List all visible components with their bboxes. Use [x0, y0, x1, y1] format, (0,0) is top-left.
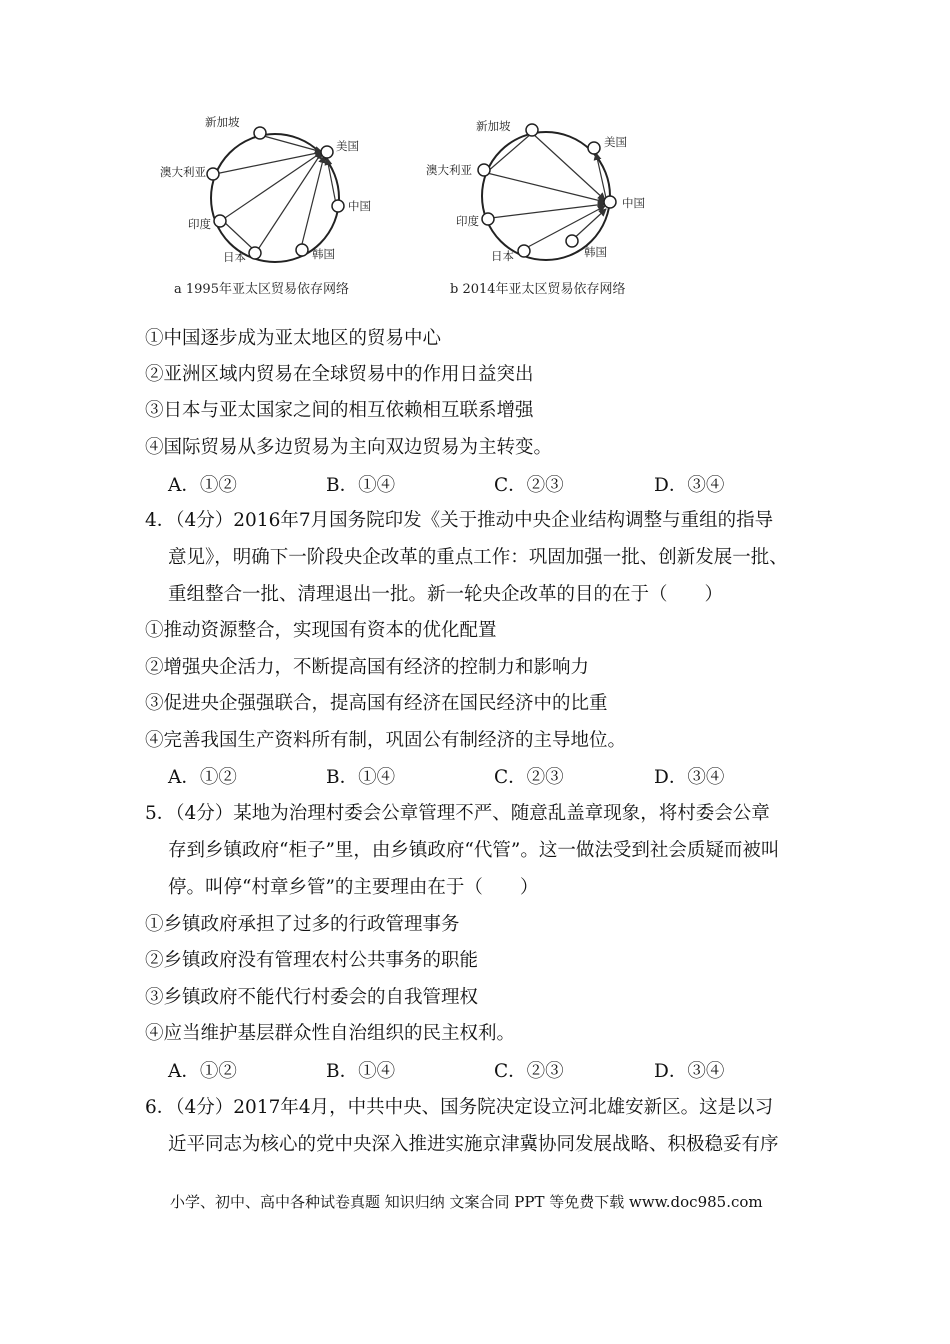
network-a-node	[296, 244, 308, 256]
network-b-node	[526, 124, 538, 136]
q3-option-a[interactable]: A．①②	[168, 475, 237, 496]
q6-stem: 近平同志为核心的党中央深入推进实施京津冀协同发展战略、积极稳妥有序	[168, 1134, 779, 1155]
network-b-caption: b 2014年亚太区贸易依存网络	[450, 282, 626, 297]
q4-stem: 4．（4分）2016年7月国务院印发《关于推动中央企业结构调整与重组的指导	[145, 510, 774, 531]
q5-statement: ①乡镇政府承担了过多的行政管理事务	[145, 914, 460, 935]
network-b-label: 韩国	[584, 245, 607, 259]
network-a-caption: a 1995年亚太区贸易依存网络	[174, 282, 349, 297]
network-a-label: 澳大利亚	[160, 165, 206, 179]
network-b-label: 新加坡	[476, 119, 511, 133]
q5-option-d[interactable]: D．③④	[654, 1061, 725, 1082]
network-b-label: 澳大利亚	[426, 163, 472, 177]
q3-option-c[interactable]: C．②③	[494, 475, 564, 496]
network-a-node	[207, 168, 219, 180]
q5-option-a[interactable]: A．①②	[168, 1061, 237, 1082]
network-b-node	[518, 245, 530, 257]
q5-statement: ③乡镇政府不能代行村委会的自我管理权	[145, 987, 479, 1008]
network-a-label: 韩国	[312, 247, 335, 261]
q3-statement: ③日本与亚太国家之间的相互依赖相互联系增强	[145, 400, 534, 421]
q5-option-b[interactable]: B．①④	[326, 1061, 396, 1082]
q3-option-d[interactable]: D．③④	[654, 475, 725, 496]
network-b-label: 美国	[604, 135, 627, 149]
q4-stem: 意见》，明确下一阶段央企改革的重点工作：巩固加强一批、创新发展一批、	[168, 547, 788, 568]
q3-statement: ④国际贸易从多边贸易为主向双边贸易为主转变。	[145, 437, 553, 458]
network-b-edge	[487, 173, 605, 202]
q4-option-c[interactable]: C．②③	[494, 767, 564, 788]
network-a-diagram	[160, 115, 371, 297]
q4-statement: ②增强央企活力，不断提高国有经济的控制力和影响力	[145, 657, 590, 678]
network-a-label: 印度	[188, 217, 211, 231]
q3-options	[168, 474, 768, 498]
network-a-edge	[222, 220, 254, 250]
network-a-edge	[260, 135, 322, 152]
q4-statement: ①推动资源整合，实现国有资本的优化配置	[145, 620, 497, 641]
q5-options	[168, 1060, 768, 1084]
q4-options	[168, 766, 768, 790]
network-a-node	[332, 200, 344, 212]
network-a-label: 日本	[223, 250, 246, 264]
network-b-node	[482, 213, 494, 225]
network-a-label: 美国	[336, 139, 359, 153]
q5-stem: 5．（4分）某地为治理村委会公章管理不严、随意乱盖章现象，将村委会公章	[145, 803, 770, 824]
q4-option-d[interactable]: D．③④	[654, 767, 725, 788]
q5-statement: ②乡镇政府没有管理农村公共事务的职能	[145, 950, 479, 971]
network-b-label: 日本	[491, 249, 514, 263]
q3-statement: ①中国逐步成为亚太地区的贸易中心	[145, 328, 442, 349]
q3-statement: ②亚洲区域内贸易在全球贸易中的作用日益突出	[145, 364, 534, 385]
network-b-edge	[487, 133, 532, 172]
q5-stem: 存到乡镇政府“柜子”里，由乡镇政府“代管”。这一做法受到社会质疑而被叫	[168, 840, 780, 861]
network-a-node	[254, 127, 266, 139]
network-b-edge	[491, 204, 605, 218]
q5-statement: ④应当维护基层群众性自治组织的民主权利。	[145, 1023, 516, 1044]
trade-network-figure	[150, 108, 710, 308]
q6-stem: 6．（4分）2017年4月，中共中央、国务院决定设立河北雄安新区。这是以习	[145, 1097, 774, 1118]
network-a-edge	[301, 156, 324, 248]
network-b-edge	[596, 153, 606, 198]
trade-network-svg	[150, 108, 710, 308]
network-b-node	[566, 235, 578, 247]
network-a-node	[214, 215, 226, 227]
q4-option-a[interactable]: A．①②	[168, 767, 237, 788]
network-b-node	[604, 196, 616, 208]
network-a-node	[249, 247, 261, 259]
q3-option-b[interactable]: B．①④	[326, 475, 396, 496]
q4-statement: ③促进央企强强联合，提高国有经济在国民经济中的比重	[145, 693, 608, 714]
network-a-node	[321, 146, 333, 158]
q5-option-c[interactable]: C．②③	[494, 1061, 564, 1082]
page-footer: 小学、初中、高中各种试卷真题 知识归纳 文案合同 PPT 等免费下载 www.doc985.com	[170, 1193, 763, 1211]
network-b-diagram	[426, 119, 645, 297]
network-a-edge	[327, 158, 336, 204]
q4-stem: 重组整合一批、清理退出一批。新一轮央企改革的目的在于（ ）	[168, 584, 724, 605]
network-b-label: 印度	[456, 214, 479, 228]
network-b-label: 中国	[622, 196, 645, 210]
q5-stem: 停。叫停“村章乡管”的主要理由在于（ ）	[168, 877, 539, 898]
network-a-label: 新加坡	[205, 115, 240, 129]
network-b-node	[588, 142, 600, 154]
network-b-node	[478, 164, 490, 176]
network-a-label: 中国	[348, 199, 371, 213]
q4-option-b[interactable]: B．①④	[326, 767, 396, 788]
q4-statement: ④完善我国生产资料所有制，巩固公有制经济的主导地位。	[145, 730, 627, 751]
